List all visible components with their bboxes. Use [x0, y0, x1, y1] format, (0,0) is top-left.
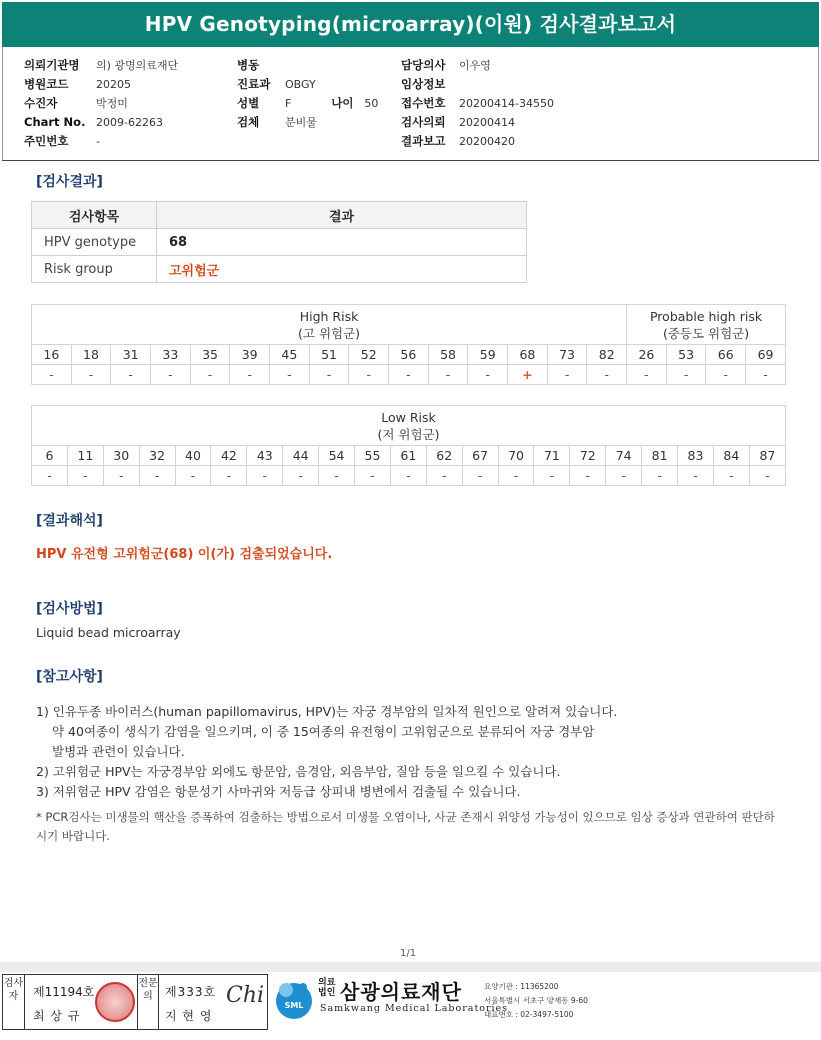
info-row-institution — [24, 56, 178, 75]
handwritten-signature: Chi — [226, 983, 265, 1008]
info-label: 병동 — [237, 58, 260, 72]
info-label: 주민번호 — [24, 134, 69, 148]
genotype-result-cell: - — [547, 365, 587, 385]
report-title: HPV Genotyping(microarray)(이원) 검사결과보고서 — [2, 2, 819, 47]
genotype-number-cell: 61 — [390, 446, 426, 466]
company-contact — [484, 980, 588, 1022]
section-title-reference: [참고사항] — [36, 669, 103, 685]
high-risk-sublabel: (고 위험군) — [298, 325, 361, 341]
specialist-label: 전문의 — [137, 975, 159, 1029]
genotype-number-cell: 11 — [67, 446, 103, 466]
info-label: 접수번호 — [401, 96, 446, 110]
examiner-label: 검사자 — [3, 975, 25, 1029]
page-number: 1/1 — [400, 948, 417, 959]
header-border-left — [2, 47, 3, 160]
genotype-result-cell: - — [570, 466, 606, 486]
genotype-result-cell: - — [309, 365, 349, 385]
info-label: 병원코드 — [24, 77, 69, 91]
note-line: 1) 인유두종 바이러스(human papillomavirus, HPV)는 자궁 경부암의 일차적 원인으로 알려져 있습니다. — [36, 704, 618, 719]
genotype-result-cell: - — [71, 365, 111, 385]
header-divider — [2, 160, 819, 161]
info-row-clinical-info — [401, 75, 554, 94]
low-risk-label: Low Risk — [381, 409, 436, 425]
genotype-number-cell: 45 — [270, 345, 310, 365]
low-risk-header — [32, 406, 786, 446]
info-value: 20205 — [96, 78, 131, 91]
genotype-result-cell: - — [175, 466, 211, 486]
signature-box — [2, 974, 268, 1030]
genotype-number-cell: 54 — [319, 446, 355, 466]
info-label: 성별 — [237, 96, 260, 110]
info-row-patient — [24, 94, 178, 113]
result-item: Risk group — [32, 256, 157, 283]
note-line: 3) 저위험군 HPV 감염은 항문성기 사마귀와 저등급 상피내 병변에서 검출될 수 있습니다. — [36, 784, 521, 799]
genotype-result-cell: - — [349, 365, 389, 385]
high-risk-label: High Risk — [299, 308, 359, 324]
info-row-hospital-code — [24, 75, 178, 94]
info-row-receipt-no — [401, 94, 554, 113]
probable-risk-sublabel: (중등도 위험군) — [662, 325, 750, 341]
info-label: 결과보고 — [401, 134, 446, 148]
company-kind: 의료법인 — [318, 978, 336, 998]
genotype-result-cell: - — [534, 466, 570, 486]
note-line: 발병과 관련이 있습니다. — [52, 744, 185, 759]
genotype-result-cell: - — [319, 466, 355, 486]
info-label: 검체 — [237, 115, 260, 129]
age-value: 50 — [364, 97, 379, 110]
genotype-result-cell: - — [389, 365, 429, 385]
info-value: 의) 광명의료재단 — [96, 59, 179, 72]
official-seal — [95, 982, 135, 1022]
genotype-number-cell: 70 — [498, 446, 534, 466]
specialist-license: 제333호 — [165, 985, 217, 999]
info-value: 박정미 — [96, 97, 128, 110]
genotype-result-cell: - — [678, 466, 714, 486]
age-label: 나이 — [331, 96, 354, 110]
genotype-result-cell: - — [713, 466, 749, 486]
info-label: 수진자 — [24, 96, 58, 110]
genotype-number-cell: 69 — [746, 345, 786, 365]
info-label: 담당의사 — [401, 58, 446, 72]
company-english-name: Samkwang Medical Laboratories — [320, 1003, 509, 1014]
genotype-result-cell: - — [606, 466, 642, 486]
specialist-name: 지 현 영 — [165, 1009, 213, 1023]
high-risk-header — [32, 305, 627, 345]
info-value: 20200414-34550 — [459, 97, 554, 110]
header-border-right — [818, 47, 819, 160]
genotype-number-cell: 72 — [570, 446, 606, 466]
genotype-number-cell: 62 — [426, 446, 462, 466]
sml-logo-text: SML — [284, 1001, 304, 1010]
info-row-report-date — [401, 132, 554, 151]
info-row-sex-age — [237, 94, 378, 113]
low-risk-sublabel: (저 위험군) — [377, 426, 440, 442]
examiner-license: 제11194호 — [33, 985, 95, 999]
company-name: 삼광의료재단 — [340, 980, 462, 1004]
genotype-number-cell: 32 — [139, 446, 175, 466]
genotype-number-cell: 33 — [151, 345, 191, 365]
low-risk-results-row — [32, 466, 786, 486]
info-label: 검사의뢰 — [401, 115, 446, 129]
result-table-header — [32, 202, 527, 229]
header-item: 검사항목 — [32, 202, 157, 229]
info-row-department — [237, 75, 378, 94]
low-risk-table — [31, 405, 786, 486]
result-table — [31, 201, 527, 283]
genotype-result-cell: - — [642, 466, 678, 486]
patient-info-column-1 — [24, 56, 178, 151]
genotype-result-cell: - — [111, 365, 151, 385]
genotype-number-cell: 18 — [71, 345, 111, 365]
result-item: HPV genotype — [32, 229, 157, 256]
patient-info-column-3 — [401, 56, 554, 151]
genotype-number-cell: 68 — [508, 345, 548, 365]
note-line: 약 40여종이 생식기 감염을 일으키며, 이 중 15여종의 유전형이 고위험군으로 분류되어 자궁 경부암 — [52, 724, 595, 739]
genotype-number-cell: 39 — [230, 345, 270, 365]
info-value: 이우영 — [459, 59, 491, 72]
header-result: 결과 — [157, 202, 527, 229]
probable-risk-label: Probable high risk — [649, 308, 763, 324]
genotype-result-cell: - — [390, 466, 426, 486]
genotype-number-cell: 35 — [190, 345, 230, 365]
genotype-number-cell: 40 — [175, 446, 211, 466]
genotype-number-cell: 44 — [283, 446, 319, 466]
genotype-number-cell: 43 — [247, 446, 283, 466]
note-line: 2) 고위험군 HPV는 자궁경부암 외에도 항문암, 음경암, 외음부암, 질암 등을 일으킬 수 있습니다. — [36, 764, 561, 779]
genotype-number-cell: 51 — [309, 345, 349, 365]
genotype-result-cell: - — [247, 466, 283, 486]
genotype-result-cell: - — [666, 365, 706, 385]
genotype-result-cell: - — [498, 466, 534, 486]
genotype-number-cell: 84 — [713, 446, 749, 466]
genotype-number-cell: 73 — [547, 345, 587, 365]
genotype-number-cell: 16 — [32, 345, 72, 365]
genotype-number-cell: 56 — [389, 345, 429, 365]
genotype-number-cell: 81 — [642, 446, 678, 466]
method-text: Liquid bead microarray — [36, 625, 181, 640]
genotype-result-cell: - — [190, 365, 230, 385]
genotype-result-cell: - — [32, 365, 72, 385]
info-value: OBGY — [285, 78, 316, 91]
info-label: 임상정보 — [401, 77, 446, 91]
footer-divider — [0, 962, 821, 972]
info-value: 2009-62263 — [96, 116, 163, 129]
genotype-result-cell: - — [151, 365, 191, 385]
genotype-number-cell: 67 — [462, 446, 498, 466]
info-row-request-date — [401, 113, 554, 132]
genotype-result-cell: - — [627, 365, 667, 385]
genotype-result-cell: - — [587, 365, 627, 385]
section-title-interpretation: [결과해석] — [36, 513, 103, 529]
examiner-name: 최 상 규 — [33, 1009, 81, 1023]
genotype-result-cell: - — [426, 466, 462, 486]
info-row-chart-no — [24, 113, 178, 132]
probable-risk-header — [627, 305, 786, 345]
genotype-number-cell: 83 — [678, 446, 714, 466]
patient-info-column-2 — [237, 56, 378, 132]
genotype-result-cell: - — [32, 466, 68, 486]
genotype-number-cell: 82 — [587, 345, 627, 365]
sml-logo-icon — [272, 978, 316, 1024]
section-title-result: [검사결과] — [36, 174, 103, 190]
genotype-number-cell: 87 — [749, 446, 785, 466]
genotype-result-cell: - — [746, 365, 786, 385]
info-row-doctor — [401, 56, 554, 75]
genotype-number-cell: 26 — [627, 345, 667, 365]
info-row-specimen — [237, 113, 378, 132]
info-row-resident-no — [24, 132, 178, 151]
table-row — [32, 229, 527, 256]
genotype-result-cell: - — [355, 466, 391, 486]
high-risk-types-row — [32, 345, 786, 365]
info-label: 진료과 — [237, 77, 271, 91]
genotype-result-cell: - — [706, 365, 746, 385]
genotype-result-cell: - — [211, 466, 247, 486]
result-value: 68 — [157, 229, 527, 256]
info-value: 20200414 — [459, 116, 515, 129]
high-risk-results-row — [32, 365, 786, 385]
reference-notes — [36, 702, 617, 802]
low-risk-types-row — [32, 446, 786, 466]
section-title-method: [검사방법] — [36, 601, 103, 617]
info-value: - — [96, 135, 100, 148]
interpretation-text: HPV 유전형 고위험군(68) 이(가) 검출되었습니다. — [36, 547, 333, 562]
genotype-number-cell: 52 — [349, 345, 389, 365]
info-label: Chart No. — [24, 115, 86, 129]
info-value: F — [285, 97, 292, 110]
genotype-number-cell: 53 — [666, 345, 706, 365]
genotype-number-cell: 42 — [211, 446, 247, 466]
high-risk-table — [31, 304, 786, 385]
genotype-number-cell: 58 — [428, 345, 468, 365]
genotype-number-cell: 66 — [706, 345, 746, 365]
info-label: 의뢰기관명 — [24, 58, 80, 72]
info-value: 20200420 — [459, 135, 515, 148]
genotype-result-cell: - — [283, 466, 319, 486]
genotype-result-cell: + — [508, 365, 548, 385]
contact-address: 서울특별시 서초구 양재동 9-60 — [484, 996, 588, 1005]
genotype-result-cell: - — [103, 466, 139, 486]
genotype-result-cell: - — [67, 466, 103, 486]
contact-phone: 대표번호 : 02-3497-5100 — [484, 1010, 574, 1019]
genotype-number-cell: 31 — [111, 345, 151, 365]
genotype-result-cell: - — [270, 365, 310, 385]
genotype-result-cell: - — [462, 466, 498, 486]
contact-code: 요양기관 : 11365200 — [484, 982, 559, 991]
genotype-result-cell: - — [749, 466, 785, 486]
table-row — [32, 256, 527, 283]
genotype-number-cell: 71 — [534, 446, 570, 466]
info-row-ward — [237, 56, 378, 75]
pcr-footnote: * PCR검사는 미생물의 핵산을 증폭하여 검출하는 방법으로서 미생물 오염이나, 사균 존재시 위양성 가능성이 있으므로 임상 증상과 연관하여 판단하시기 바랍니다. — [36, 810, 775, 843]
genotype-result-cell: - — [230, 365, 270, 385]
genotype-number-cell: 6 — [32, 446, 68, 466]
genotype-result-cell: - — [428, 365, 468, 385]
genotype-result-cell: - — [139, 466, 175, 486]
genotype-number-cell: 30 — [103, 446, 139, 466]
genotype-number-cell: 59 — [468, 345, 508, 365]
info-value: 분비물 — [285, 116, 317, 129]
genotype-number-cell: 74 — [606, 446, 642, 466]
result-value: 고위험군 — [157, 256, 527, 283]
genotype-result-cell: - — [468, 365, 508, 385]
genotype-number-cell: 55 — [355, 446, 391, 466]
